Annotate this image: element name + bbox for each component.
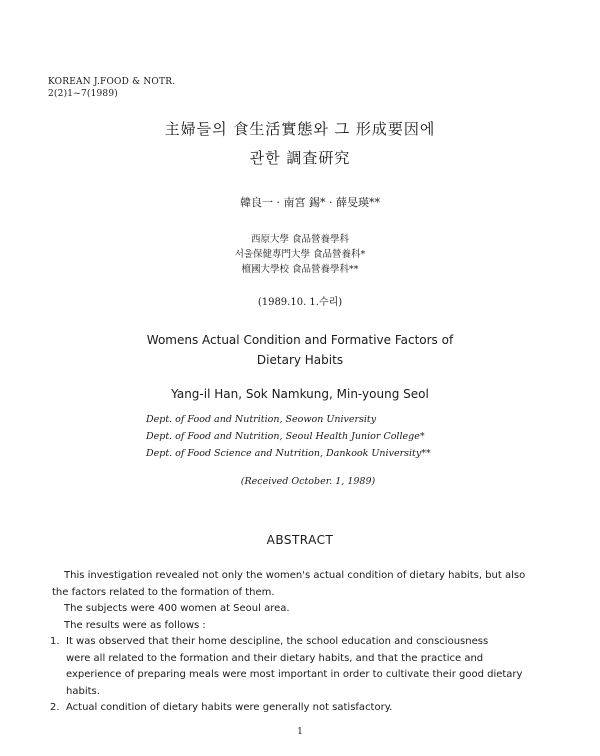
- result-item-line: It was observed that their home descipline, the school education and consciousness: [66, 636, 489, 647]
- english-authors: Yang-il Han, Sok Namkung, Min-young Seol: [171, 387, 429, 401]
- abstract-paragraph: The subjects were 400 women at Seoul area.: [64, 603, 290, 614]
- korean-title-line1: 主婦들의 食生活實態와 그 形成要因에: [164, 120, 436, 138]
- english-title-line1: Womens Actual Condition and Formative Factors of: [146, 333, 454, 347]
- journal-name: KOREAN J.FOOD & NOTR.: [48, 77, 176, 87]
- korean-affiliation: 서울保健專門大學 食品營養科*: [234, 249, 366, 260]
- abstract-paragraph: The results were as follows :: [64, 619, 206, 631]
- abstract-line: the factors related to the formation of them.: [52, 586, 275, 598]
- result-item: [50, 634, 546, 700]
- korean-affiliation: 西原大學 食品營養學科: [250, 234, 350, 245]
- result-item-number: 2.: [50, 702, 60, 713]
- abstract-line: This investigation revealed not only the women's actual condition of dietary habits, but also: [64, 570, 526, 581]
- abstract-body: [0, 568, 600, 717]
- english-received-date: (Received October. 1, 1989): [240, 476, 376, 487]
- result-item-line: Actual condition of dietary habits were generally not satisfactory.: [66, 702, 393, 713]
- korean-authors: 韓良一 · 南宮 錫* · 薛旻瑛**: [240, 196, 380, 209]
- english-affiliation: Dept. of Food and Nutrition, Seoul Health Junior College*: [146, 431, 425, 442]
- english-affiliation: Dept. of Food and Nutrition, Seowon University: [146, 414, 377, 425]
- abstract-heading: ABSTRACT: [266, 533, 334, 547]
- page-number: 1: [297, 727, 303, 737]
- result-item-line: experience of preparing meals were most important in order to cultivate their good dietary: [66, 669, 523, 680]
- korean-title-line2: 관한 調査硏究: [249, 149, 351, 167]
- abstract-paragraph: [52, 568, 564, 601]
- result-item-line: were all related to the formation and their dietary habits, and that the practice and: [66, 652, 484, 664]
- result-item-line: habits.: [66, 685, 100, 697]
- korean-received-date: (1989.10. 1.수리): [257, 297, 343, 308]
- english-affiliation: Dept. of Food Science and Nutrition, Dankook University**: [146, 448, 431, 459]
- english-title-line2: Dietary Habits: [256, 353, 344, 367]
- result-item: [50, 700, 546, 717]
- result-item-number: 1.: [50, 636, 60, 647]
- journal-citation: [48, 76, 175, 100]
- journal-volume: 2(2)1~7(1989): [48, 89, 118, 99]
- korean-affiliation: 檀國大學校 食品營養學科**: [241, 264, 359, 275]
